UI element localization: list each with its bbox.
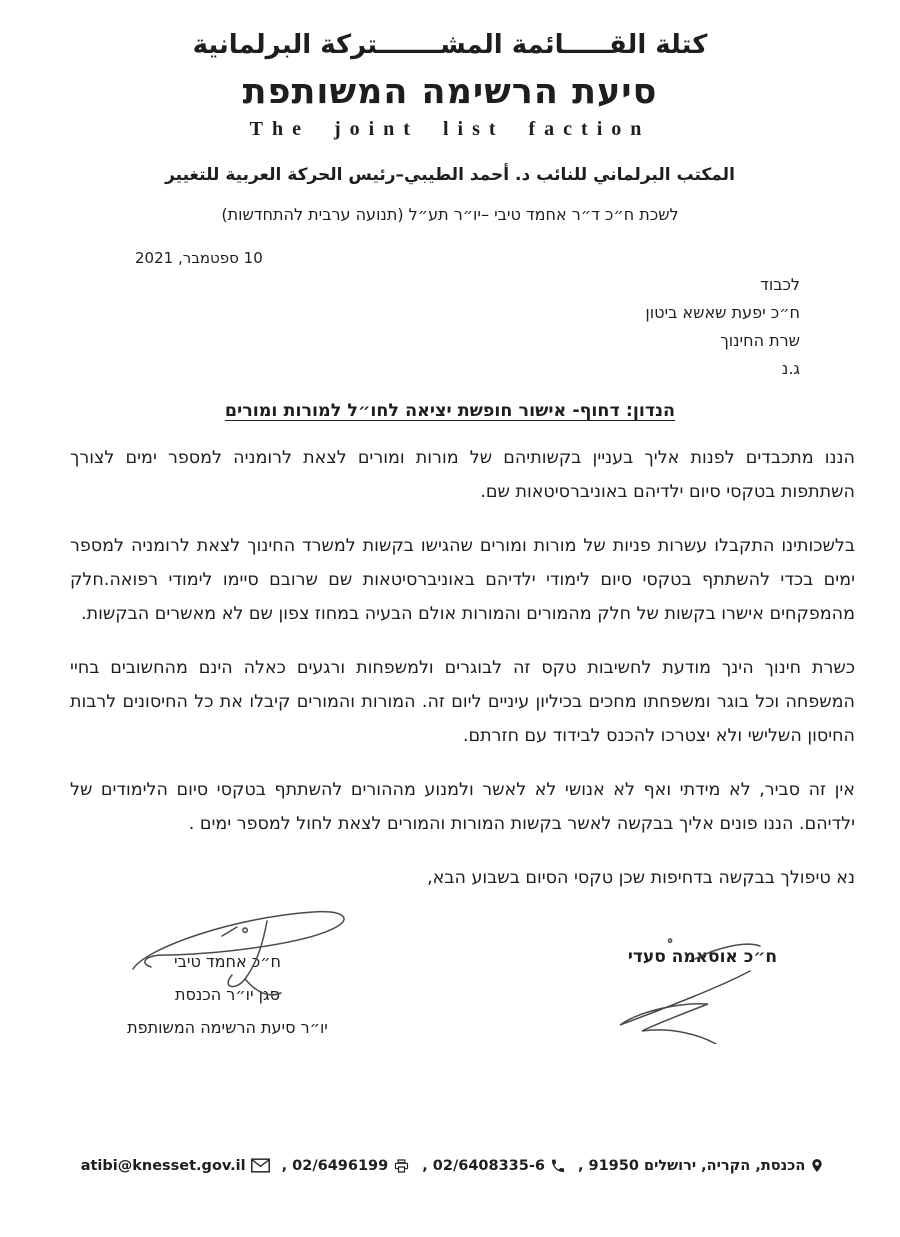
english-faction-title: The joint list faction xyxy=(249,118,651,140)
footer-email-text: atibi@knesset.gov.il xyxy=(80,1157,246,1174)
signature-block-tibi xyxy=(100,945,355,1044)
paragraph-4: אין זה סביר, לא מידתי ואף לא אנושי לא לאשר ולמנוע מההורים להשתתף בטקסי סיום הלימודים של ילדיהם. הננו פונים אליך בבקשה לאשר בקשות המורות והמורים לצאת לחול למספר ימים . xyxy=(70,780,855,834)
closing-line: נא טיפולך בבקשה בדחיפות שכן טקסי הסיום בשבוע הבא, xyxy=(427,868,855,888)
addressee-salutation: לכבוד xyxy=(760,275,800,294)
hebrew-office-line: לשכת ח״כ ד״ר אחמד טיבי –יו״ר תע״ל (תנועה ערבית להתחדשות) xyxy=(221,205,679,224)
envelope-icon xyxy=(251,1158,270,1173)
location-pin-icon xyxy=(810,1156,824,1175)
footer-email xyxy=(76,1158,270,1174)
letterhead xyxy=(0,0,900,141)
hebrew-faction-title: סיעת הרשימה המשותפת xyxy=(242,72,658,112)
addressee-block xyxy=(0,271,900,383)
paragraph-3: כשרת חינוך הינך מודעת לחשיבות טקס זה לבוגרים ולמשפחות ורגעים כאלה הינם מהחשובים בחיי המשפחה וכל בוגר ומשפחתו מחכים בכיליון עיניים ליום זה. המורות והמורים קיבלו את כל החיסונים לרבות החיסון השלישי ולא יצטרכו להכנס לבידוד עם חזרתם. xyxy=(70,658,855,746)
footer-fax xyxy=(282,1158,411,1174)
addressee-title: שרת החינוך xyxy=(720,331,800,350)
footer-sep-3: , xyxy=(281,1157,288,1174)
addressee-name: ח״כ יפעת שאשא ביטון xyxy=(645,303,800,322)
tibi-name: ח״כ אחמד טיבי xyxy=(174,952,281,971)
subject-line: הנדון: דחוף- אישור חופשת יציאה לחו״ל למורות ומורים xyxy=(224,401,676,421)
footer-fax-text: 02/6496199 xyxy=(292,1157,389,1174)
tibi-role-2: יו״ר סיעת הרשימה המשותפת xyxy=(127,1018,328,1037)
footer-sep-1: , xyxy=(577,1157,584,1174)
date-line xyxy=(0,248,900,267)
paragraph-2: בלשכותינו התקבלו עשרות פניות של מורות ומורים שהגישו בקשות למשרד החינוך לצאת לרומניה למספר ימים בכדי להשתתף בטקסי סיום לימודי ילדיהם באוניברסיטאות שם שרובם סיימו לימודי רפואה.חלק מהמפקחים אישרו בקשות של חלק מהמורים והמורות אולם הבעיה במחוז צפון שם לא מאשרים הבקשות. xyxy=(70,536,855,624)
footer-phone-text: 02/6408335-6 xyxy=(432,1157,545,1174)
letter-body xyxy=(0,441,900,895)
footer-address xyxy=(578,1156,824,1175)
addressee-greeting: ג.נ xyxy=(781,359,800,378)
footer-phone xyxy=(422,1158,566,1174)
tibi-role-1: סגן יו״ר הכנסת xyxy=(174,985,280,1004)
footer-address-text: הכנסת, הקריה, ירושלים 91950 xyxy=(588,1157,806,1174)
arabic-office-line: المكتب البرلماني للنائب د. أحمد الطيبي–رئيس الحركة العربية للتغيير xyxy=(165,165,735,185)
footer-contact-strip xyxy=(0,1156,900,1175)
letter-date: 10 ספטמבר, 2021 xyxy=(135,249,263,267)
signature-area xyxy=(0,915,900,1080)
phone-icon xyxy=(550,1158,566,1174)
saadi-name: ח״כ אוסאמה סעדי xyxy=(627,947,778,967)
footer-sep-2: , xyxy=(422,1157,428,1174)
arabic-faction-title: كتلة القـــــائمة المشـــــــتركة البرلمانية xyxy=(192,30,708,60)
fax-printer-icon xyxy=(393,1158,410,1174)
paragraph-1: הננו מתכבדים לפנות אליך בעניין בקשותיהם של מורות ומורים לצאת לרומניה למספר ימים לצורך השתתפות בטקסי סיום ילדיהם באוניברסיטאות שם. xyxy=(70,448,855,502)
signature-block-saadi xyxy=(590,947,815,967)
